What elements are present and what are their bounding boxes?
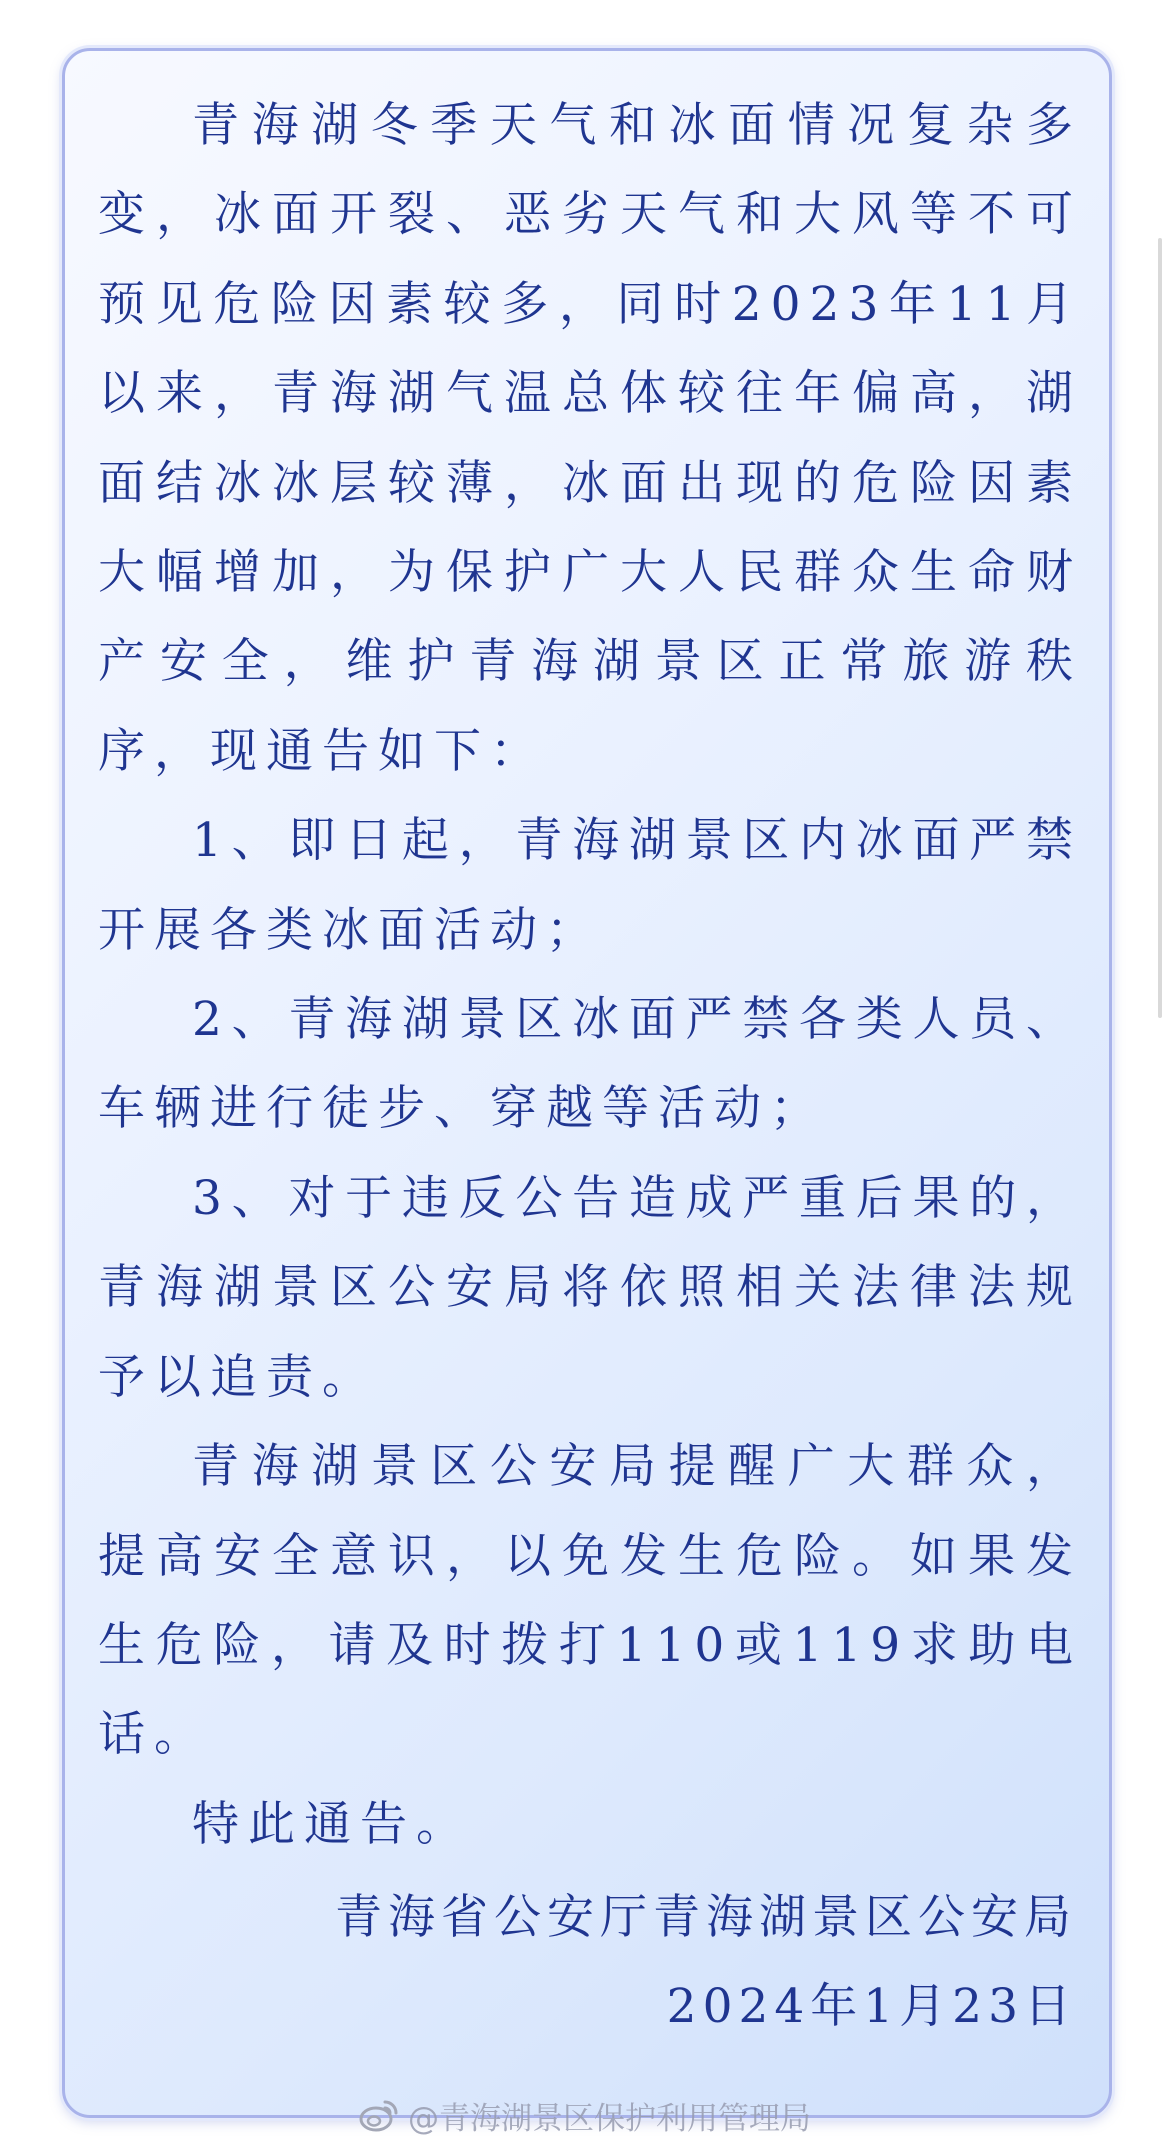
watermark [358, 2093, 811, 2137]
notice-item-1: 1、即日起，青海湖景区内冰面严禁开展各类冰面活动； [98, 813, 1082, 958]
weibo-icon [358, 2097, 400, 2133]
notice-paragraph-intro: 青海湖冬季天气和冰面情况复杂多变，冰面开裂、恶劣天气和大风等不可预见危险因素较多，同时2023年11月以来，青海湖气温总体较往年偏高，湖面结冰冰层较薄，冰面出现的危险因素大幅增加，为保护广大人民群众生命财产安全，维护青海湖景区正常旅游秩序，现通告如下： [98, 98, 1082, 779]
scrollbar[interactable] [1158, 238, 1162, 1018]
notice-reminder: 青海湖景区公安局提醒广大群众，提高安全意识，以免发生危险。如果发生危险，请及时拨打110或119求助电话。 [98, 1439, 1082, 1763]
issuer-name: 青海省公安厅青海湖景区公安局 [335, 1890, 1077, 1945]
issue-date: 2024年1月23日 [666, 1979, 1077, 2035]
signature-block [335, 1873, 1077, 2052]
notice-item-2: 2、青海湖景区冰面严禁各类人员、车辆进行徒步、穿越等活动； [98, 992, 1082, 1137]
notice-item-3: 3、对于违反公告造成严重后果的，青海湖景区公安局将依照相关法律法规予以追责。 [98, 1170, 1082, 1405]
watermark-text: @青海湖景区保护利用管理局 [408, 2100, 811, 2137]
notice-card [62, 48, 1112, 2118]
notice-closing: 特此通告。 [192, 1796, 472, 1852]
notice-body [98, 81, 1082, 1869]
